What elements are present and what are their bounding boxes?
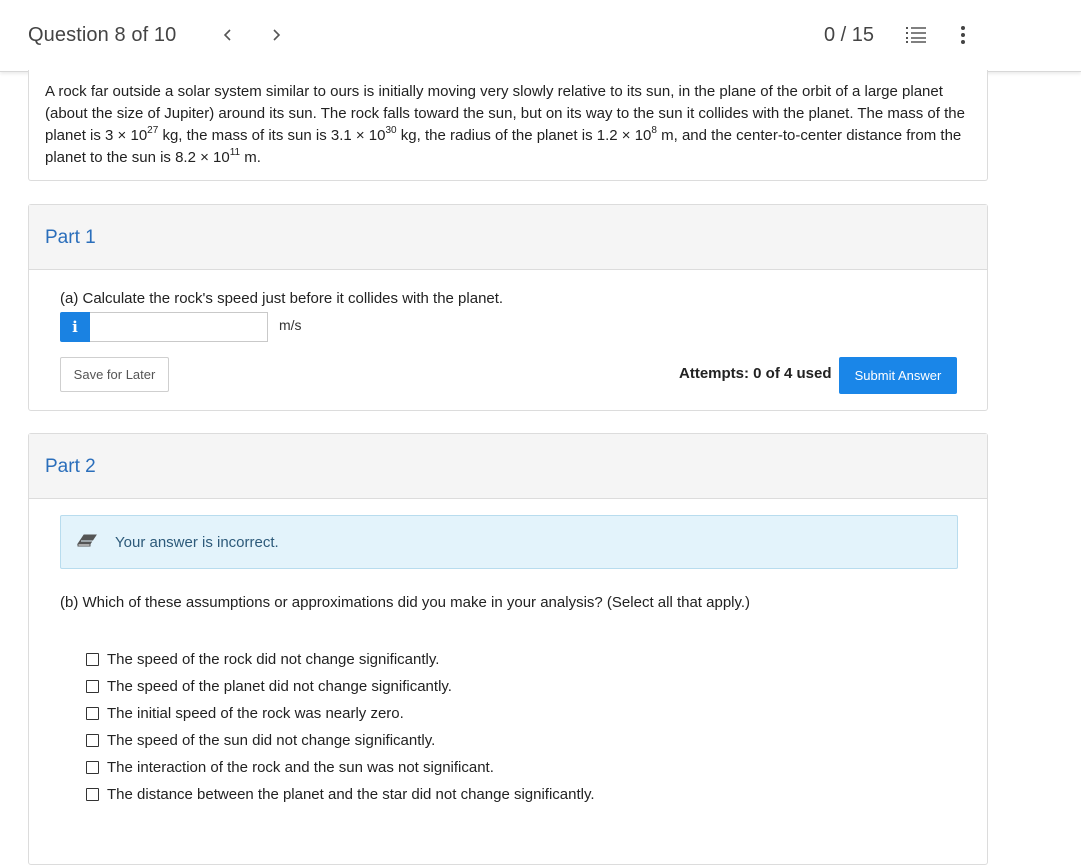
stem-text-part: kg, the radius of the planet is 1.2 × 10 [396,127,652,144]
attempts-counter: Attempts: 0 of 4 used [679,365,832,382]
checkbox[interactable] [86,653,99,666]
question-text [45,81,970,169]
info-button[interactable]: i [60,312,90,342]
answer-input[interactable] [90,312,268,342]
option-label: The interaction of the rock and the sun was not significant. [107,759,494,776]
feedback-banner [60,515,958,569]
option-label: The speed of the planet did not change significantly. [107,678,452,695]
option-label: The distance between the planet and the star did not change significantly. [107,786,595,803]
option-label: The speed of the sun did not change significantly. [107,732,436,749]
checkbox[interactable] [86,788,99,801]
option-planet-star-distance[interactable] [86,781,595,808]
options-list [86,646,595,808]
part-2-prompt: (b) Which of these assumptions or approximations did you make in your analysis? (Select all that apply.) [60,594,751,611]
feedback-text: Your answer is incorrect. [115,534,279,551]
part-2-header [29,434,987,499]
more-vertical-icon[interactable] [959,24,967,46]
option-rock-sun-interaction[interactable] [86,754,595,781]
question-stem [28,70,988,181]
checkbox[interactable] [86,680,99,693]
part-1-prompt: (a) Calculate the rock's speed just before it collides with the planet. [60,290,504,307]
exponent: 30 [385,125,397,136]
stem-text-part: m, and the center-to-center distance from the planet to the sun is 8.2 × 10 [45,127,962,166]
option-sun-speed[interactable] [86,727,595,754]
checkbox[interactable] [86,734,99,747]
exponent: 27 [147,125,159,136]
exponent: 8 [651,125,657,136]
part-2-card [28,433,988,865]
question-list-icon[interactable] [905,25,927,45]
stem-text-part: A rock far outside a solar system similar to ours is initially moving very slowly relative to its sun, in the plane of the orbit of a large planet (about the size of Jupiter) around its sun. The rock falls toward the sun, but on its way to the sun it collides with the planet. The mass of the planet is 3 × 10 [45,83,965,144]
option-initial-speed[interactable] [86,700,595,727]
part-2-title: Part 2 [45,456,96,477]
stem-text-part: m. [240,149,261,166]
question-header [0,0,1081,72]
score-display: 0 / 15 [824,24,875,46]
checkbox[interactable] [86,707,99,720]
part-1-card [28,204,988,411]
option-label: The speed of the rock did not change significantly. [107,651,440,668]
option-planet-speed[interactable] [86,673,595,700]
submit-answer-button[interactable]: Submit Answer [839,357,957,394]
stem-text-part: kg, the mass of its sun is 3.1 × 10 [158,127,386,144]
question-counter: Question 8 of 10 [28,24,177,46]
save-for-later-button[interactable]: Save for Later [60,357,169,392]
part-1-header [29,205,987,270]
chevron-left-icon[interactable] [220,24,234,46]
chevron-right-icon[interactable] [270,24,284,46]
option-label: The initial speed of the rock was nearly zero. [107,705,404,722]
checkbox[interactable] [86,761,99,774]
part-1-title: Part 1 [45,227,96,248]
exponent: 11 [229,147,241,158]
unit-label: m/s [279,317,302,333]
eraser-icon [77,534,97,548]
option-rock-speed[interactable] [86,646,595,673]
